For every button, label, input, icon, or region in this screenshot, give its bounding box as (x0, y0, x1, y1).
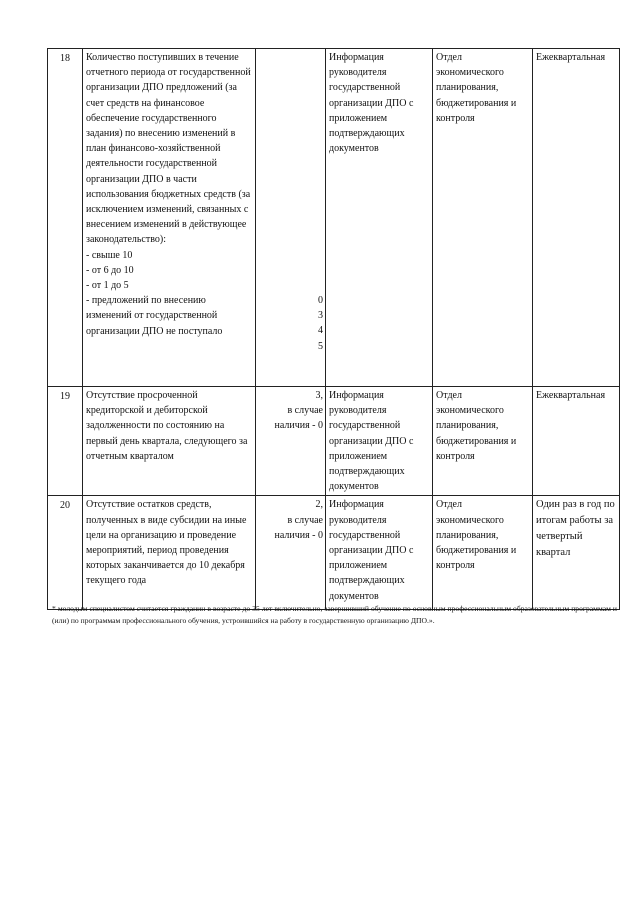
criterion-cell: Отсутствие просроченной кредиторской и дебиторской задолженности по состоянию на первый день квартала, следующего за отчетным кварталом (83, 387, 256, 496)
row-number: 18 (48, 49, 83, 387)
option-score: 5 (318, 340, 323, 352)
row-number: 20 (48, 496, 83, 610)
score-cell (256, 496, 326, 610)
row-number: 19 (48, 387, 83, 496)
criterion-intro: Количество поступивших в течение отчетного периода от государственной организации ДПО предложений (за счет средств на финансовое обеспечение государственного задания) по внесению изменений в план финансово-хозяйственной деятельности государственной организации ДПО в части использования бюджетных средств (за исключением изменений, связанных с внесением изменений в действующее законодательство): (86, 52, 251, 246)
department-cell: Отдел экономического планирования, бюджетирования и контроля (433, 49, 533, 387)
option-label: - от 1 до 5 (86, 280, 129, 292)
footnote: * молодым специалистом считается гражданин в возрасте до 35 лет включительно, завершивший обучение по основным профессиональным образовательным программам и (или) по программам профессионального обучения, устроившийся на работу в государственную организацию ДПО.». (52, 604, 617, 625)
table-row (48, 49, 620, 387)
score-main: 3, (315, 390, 323, 401)
score-cell (256, 387, 326, 496)
score-cell (256, 49, 326, 387)
source-cell: Информация руководителя государственной организации ДПО с приложением подтверждающих документов (326, 496, 433, 610)
department-cell: Отдел экономического планирования, бюджетирования и контроля (433, 387, 533, 496)
option-score: 3 (318, 310, 323, 322)
score-main: 2, (315, 499, 323, 511)
criterion-cell: Отсутствие остатков средств, полученных в виде субсидии на иные цели на организацию и проведение мероприятий, период проведения которых заканчивается до 10 декабря текущего года (83, 496, 256, 610)
criteria-table-container (47, 48, 619, 610)
periodicity-cell: Ежеквартальная (533, 49, 620, 387)
table-row (48, 496, 620, 610)
score-note: в случае наличия - 0 (274, 405, 323, 432)
option-label: - от 6 до 10 (86, 264, 134, 276)
table-row (48, 387, 620, 496)
criterion-cell (83, 49, 256, 387)
periodicity-cell: Один раз в год по итогам работы за четвертый квартал (533, 496, 620, 610)
periodicity-cell: Ежеквартальная (533, 387, 620, 496)
option-score: 0 (318, 295, 323, 306)
score-note: в случае наличия - 0 (274, 514, 323, 541)
department-cell: Отдел экономического планирования, бюджетирования и контроля (433, 496, 533, 610)
source-cell: Информация руководителя государственной организации ДПО с приложением подтверждающих документов (326, 387, 433, 496)
criteria-table (47, 48, 620, 610)
option-label: - предложений по внесению изменений от государственной организации ДПО не поступало (86, 295, 223, 337)
source-cell: Информация руководителя государственной организации ДПО с приложением подтверждающих документов (326, 49, 433, 387)
option-label: - свыше 10 (86, 249, 133, 261)
option-score: 4 (318, 325, 323, 337)
